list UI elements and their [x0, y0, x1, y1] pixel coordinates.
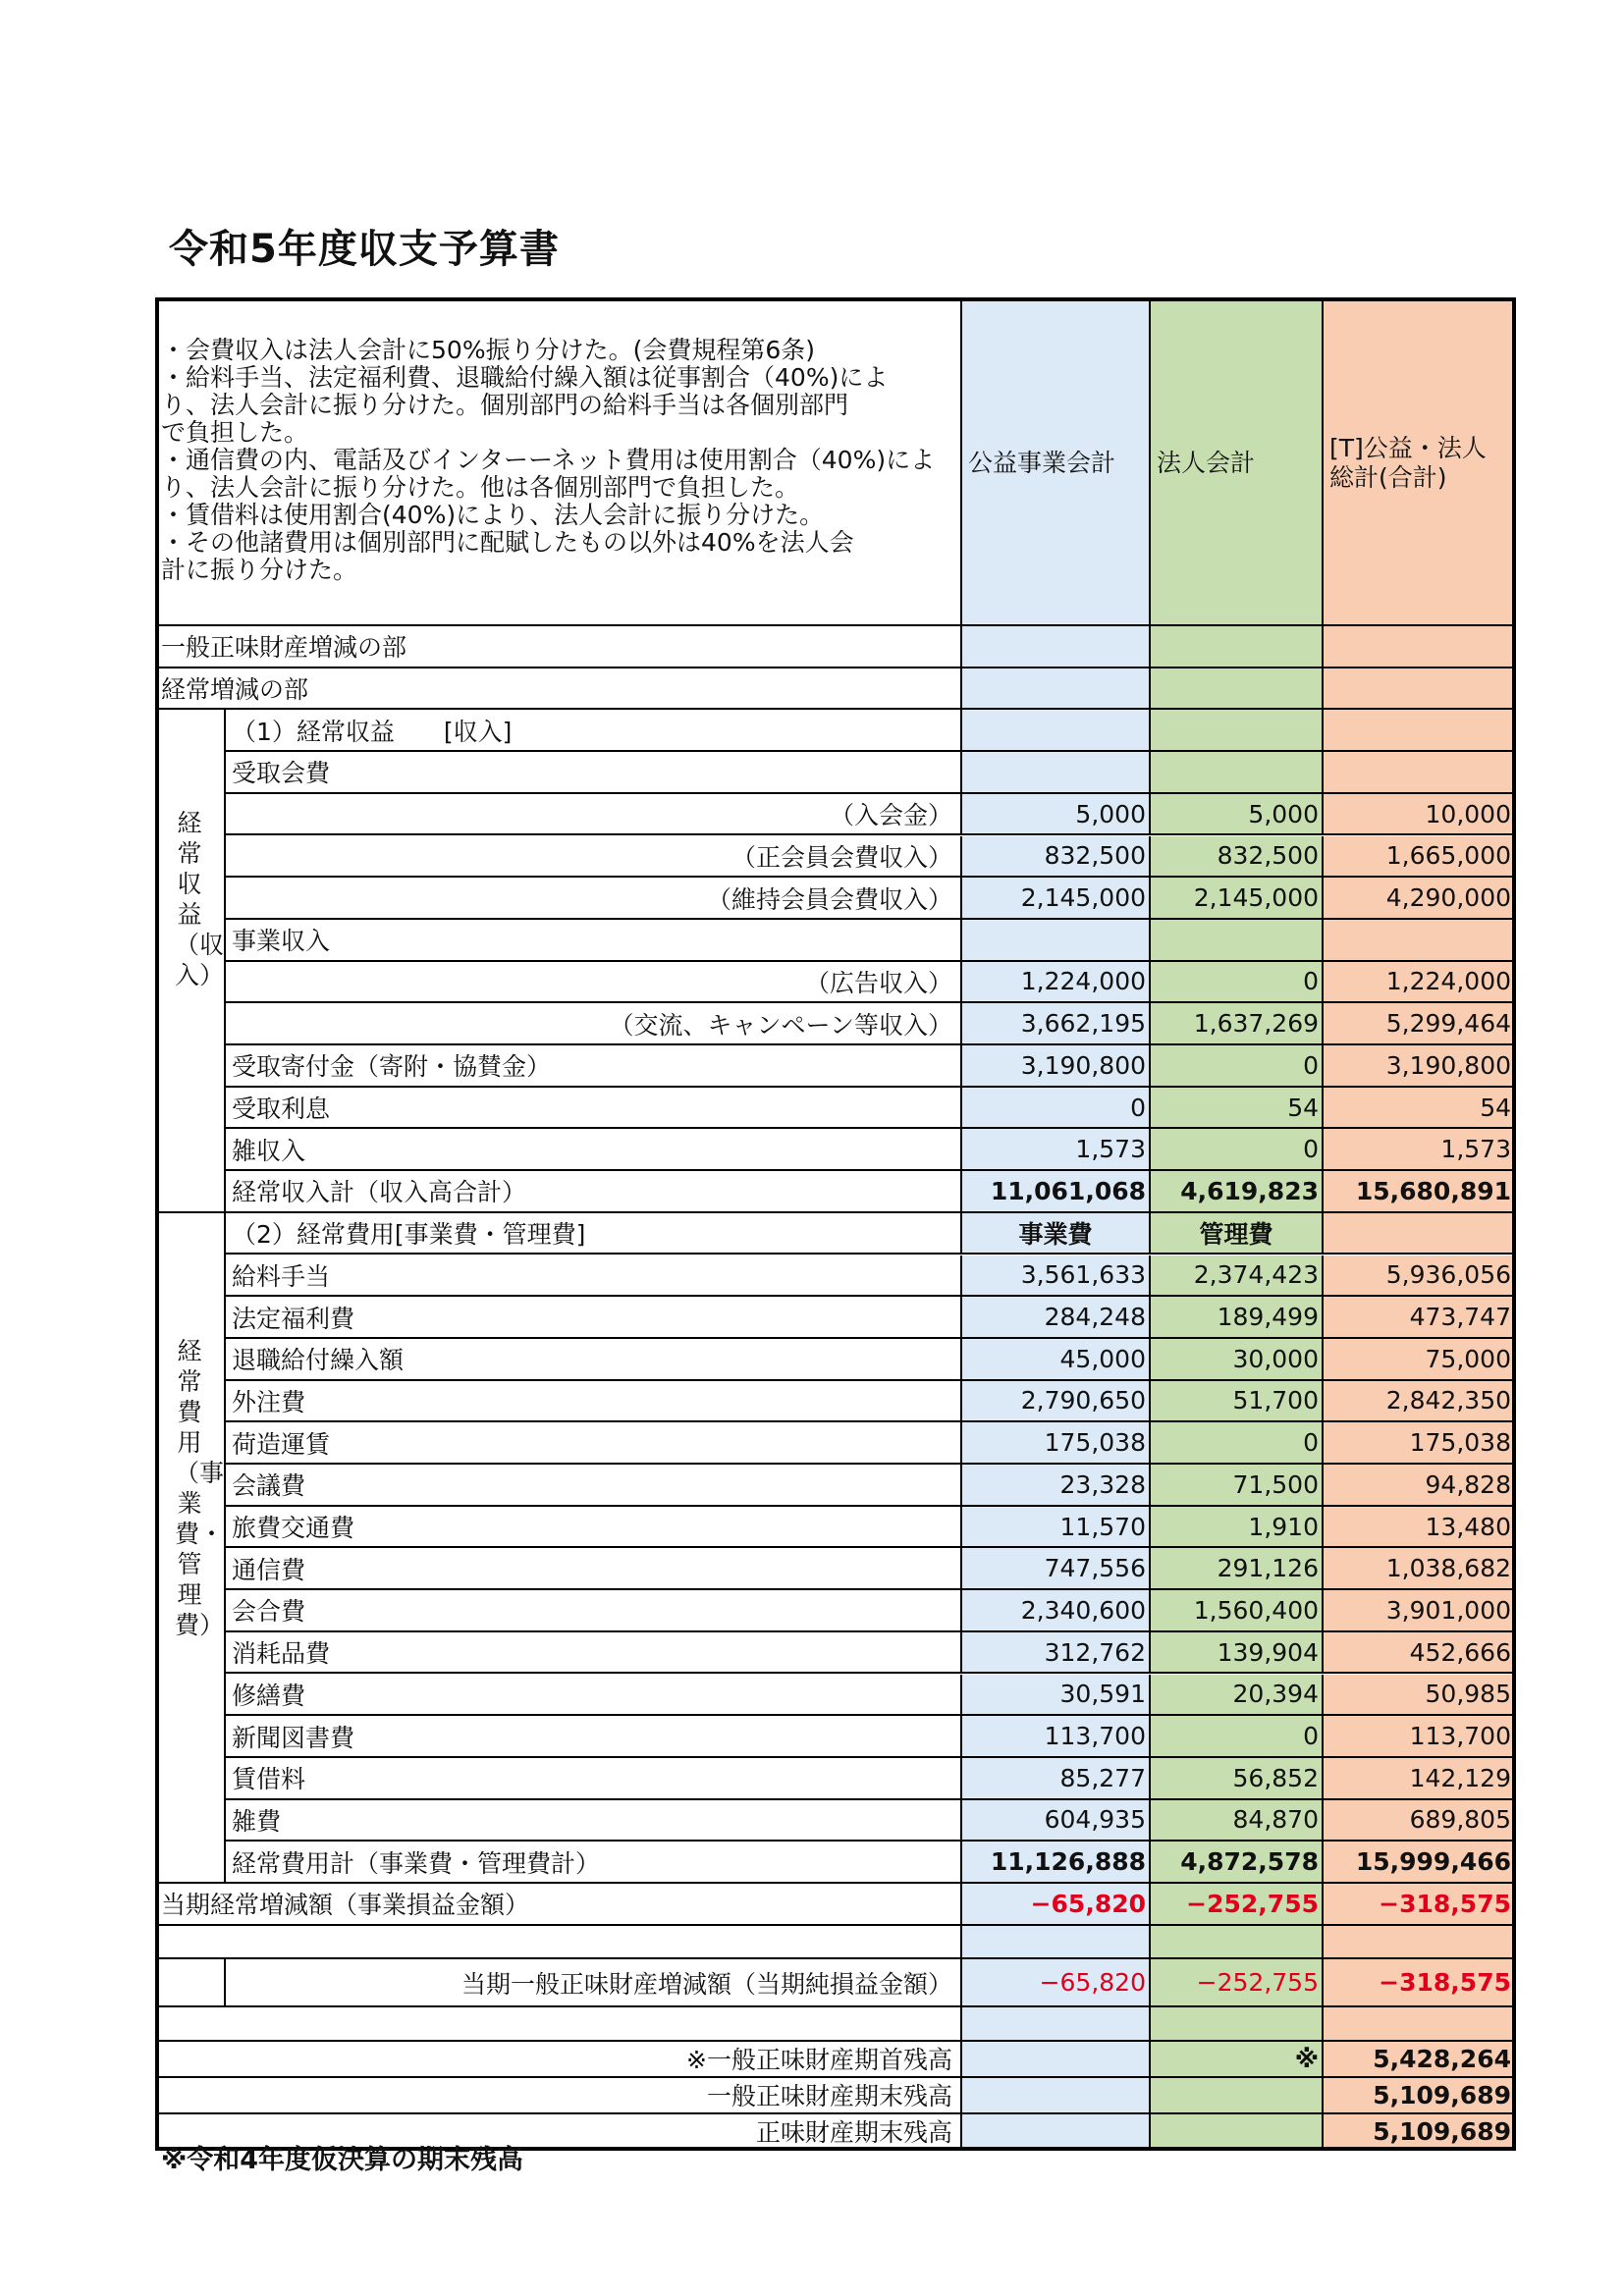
expense-row-label: 消耗品費 — [226, 1632, 962, 1675]
revenue-row-col3: 5,299,464 — [1324, 1003, 1516, 1045]
revenue-row-label: （交流、キャンペーン等収入） — [226, 1003, 962, 1045]
expense-row-col1: 11,570 — [962, 1507, 1151, 1549]
expense-row-label: 退職給付繰入額 — [226, 1339, 962, 1381]
note-line: 計に振り分けた。 — [161, 556, 358, 584]
column-header-1: 公益事業会計 — [962, 297, 1151, 626]
balance-value: 5,428,264 — [1324, 2042, 1516, 2078]
revenue-row-col2: 54 — [1151, 1088, 1324, 1130]
column-header-2: 法人会計 — [1151, 297, 1324, 626]
revenue-row-col1 — [962, 920, 1151, 962]
balance-label: 一般正味財産期末残高 — [155, 2078, 962, 2114]
current-change-label: 当期経常増減額（事業損益金額） — [155, 1884, 962, 1926]
expense-row-col3: 1,038,682 — [1324, 1548, 1516, 1590]
note-line: ・賃借料は使用割合(40%)により、法人会計に振り分けた。 — [161, 501, 825, 529]
revenue-title: （1）経常収益 [収入] — [226, 710, 962, 752]
revenue-row-col1: 1,224,000 — [962, 962, 1151, 1004]
net-change-label: 当期一般正味財産増減額（当期純損益金額） — [226, 1959, 962, 2007]
expense-row-col1: 3,561,633 — [962, 1255, 1151, 1298]
revenue-row-col1: 0 — [962, 1088, 1151, 1130]
balance-value: 5,109,689 — [1324, 2078, 1516, 2114]
note-line: り、法人会計に振り分けた。他は各個別部門で負担した。 — [161, 473, 800, 502]
expense-title: （2）経常費用[事業費・管理費] — [226, 1213, 962, 1255]
revenue-row-label: 受取寄付金（寄附・協賛金） — [226, 1045, 962, 1088]
revenue-row-col2: 2,145,000 — [1151, 878, 1324, 920]
section-keijo-col1 — [962, 668, 1151, 711]
revenue-title-col1 — [962, 710, 1151, 752]
expense-vertical-text: 経常費用（事業費・管理費） — [175, 1336, 225, 1639]
expense-row-col1: 45,000 — [962, 1339, 1151, 1381]
spacer-row-col1 — [962, 2007, 1151, 2042]
revenue-row-col2: 0 — [1151, 1045, 1324, 1088]
expense-row-col1: 604,935 — [962, 1800, 1151, 1842]
expense-row-col3: 473,747 — [1324, 1297, 1516, 1339]
expense-row-col3: 452,666 — [1324, 1632, 1516, 1675]
revenue-row-col3 — [1324, 920, 1516, 962]
expense-row-label: 通信費 — [226, 1548, 962, 1590]
revenue-row-col2: 0 — [1151, 962, 1324, 1004]
column-header-3: [T]公益・法人総計(合計) — [1324, 297, 1516, 626]
revenue-row-label: 雑収入 — [226, 1129, 962, 1171]
section-keijo-col3 — [1324, 668, 1516, 711]
expense-row-col3: 2,842,350 — [1324, 1381, 1516, 1423]
expense-row-col3: 142,129 — [1324, 1758, 1516, 1800]
net-change-col3: −318,575 — [1324, 1959, 1516, 2007]
balance-col1 — [962, 2042, 1151, 2078]
balance-col1 — [962, 2078, 1151, 2114]
spacer-row — [155, 2007, 962, 2042]
expense-row-col2: 30,000 — [1151, 1339, 1324, 1381]
revenue-row-col1: 1,573 — [962, 1129, 1151, 1171]
expense-row-col1: 2,790,650 — [962, 1381, 1151, 1423]
revenue-row-col3: 3,190,800 — [1324, 1045, 1516, 1088]
section-keijo: 経常増減の部 — [155, 668, 962, 711]
section-ippan-col3 — [1324, 626, 1516, 668]
revenue-total-label: 経常収入計（収入高合計） — [226, 1171, 962, 1213]
spacer-row-col3 — [1324, 1926, 1516, 1960]
revenue-row-col1: 3,662,195 — [962, 1003, 1151, 1045]
revenue-title-col2 — [1151, 710, 1324, 752]
note-line: で負担した。 — [161, 418, 309, 447]
revenue-row-col3: 54 — [1324, 1088, 1516, 1130]
revenue-row-col1: 3,190,800 — [962, 1045, 1151, 1088]
revenue-row-col1: 832,500 — [962, 836, 1151, 879]
expense-row-col2: 56,852 — [1151, 1758, 1324, 1800]
expense-row-col1: 175,038 — [962, 1422, 1151, 1465]
expense-row-col2: 84,870 — [1151, 1800, 1324, 1842]
expense-total-col1: 11,126,888 — [962, 1842, 1151, 1884]
balance-value: 5,109,689 — [1324, 2114, 1516, 2151]
net-change-col2: −252,755 — [1151, 1959, 1324, 2007]
revenue-row-col2: 5,000 — [1151, 794, 1324, 836]
expense-row-col1: 747,556 — [962, 1548, 1151, 1590]
revenue-row-col3: 1,665,000 — [1324, 836, 1516, 879]
expense-row-col3: 94,828 — [1324, 1465, 1516, 1507]
expense-row-col2: 291,126 — [1151, 1548, 1324, 1590]
revenue-row-label: （広告収入） — [226, 962, 962, 1004]
expense-row-label: 荷造運賃 — [226, 1422, 962, 1465]
revenue-row-label: （維持会員会費収入） — [226, 878, 962, 920]
revenue-row-col2: 832,500 — [1151, 836, 1324, 879]
expense-row-col1: 23,328 — [962, 1465, 1151, 1507]
revenue-vertical-label — [155, 710, 226, 1212]
revenue-row-label: 受取会費 — [226, 752, 962, 794]
expense-row-col2: 0 — [1151, 1716, 1324, 1758]
expense-row-col1: 312,762 — [962, 1632, 1151, 1675]
balance-col1 — [962, 2114, 1151, 2151]
expense-row-label: 旅費交通費 — [226, 1507, 962, 1549]
expense-row-col3: 13,480 — [1324, 1507, 1516, 1549]
balance-label: ※一般正味財産期首残高 — [155, 2042, 962, 2078]
balance-mark — [1151, 2078, 1324, 2114]
expense-row-col3: 5,936,056 — [1324, 1255, 1516, 1298]
current-change-col2: −252,755 — [1151, 1884, 1324, 1926]
expense-row-label: 修繕費 — [226, 1675, 962, 1717]
revenue-row-label: 受取利息 — [226, 1088, 962, 1130]
net-change-blank — [155, 1959, 226, 2007]
spacer-row — [155, 1926, 962, 1960]
expense-row-label: 外注費 — [226, 1381, 962, 1423]
footnote: ※令和4年度仮決算の期末残高 — [161, 2145, 524, 2175]
budget-table — [155, 297, 1516, 2148]
revenue-row-col3: 1,573 — [1324, 1129, 1516, 1171]
note-line: ・通信費の内、電話及びインターーネット費用は使用割合（40%)によ — [161, 446, 936, 474]
current-change-col3: −318,575 — [1324, 1884, 1516, 1926]
section-ippan-col2 — [1151, 626, 1324, 668]
expense-row-col1: 2,340,600 — [962, 1590, 1151, 1632]
note-line: ・会費収入は法人会計に50%振り分けた。(会費規程第6条) — [161, 336, 815, 364]
expense-row-col3: 75,000 — [1324, 1339, 1516, 1381]
revenue-row-col3: 10,000 — [1324, 794, 1516, 836]
expense-row-col3: 689,805 — [1324, 1800, 1516, 1842]
revenue-row-col3: 1,224,000 — [1324, 962, 1516, 1004]
expense-row-col2: 1,560,400 — [1151, 1590, 1324, 1632]
note-line: ・その他諸費用は個別部門に配賦したもの以外は40%を法人会 — [161, 528, 854, 557]
revenue-row-col2 — [1151, 920, 1324, 962]
expense-row-col3: 175,038 — [1324, 1422, 1516, 1465]
balance-mark — [1151, 2114, 1324, 2151]
spacer-row-col1 — [962, 1926, 1151, 1960]
spacer-row-col2 — [1151, 1926, 1324, 1960]
expense-row-label: 法定福利費 — [226, 1297, 962, 1339]
expense-row-col2: 71,500 — [1151, 1465, 1324, 1507]
expense-total-label: 経常費用計（事業費・管理費計） — [226, 1842, 962, 1884]
expense-head-kanri: 管理費 — [1151, 1213, 1324, 1255]
expense-head-col3 — [1324, 1213, 1516, 1255]
note-line: ・給料手当、法定福利費、退職給付繰入額は従事割合（40%)によ — [161, 363, 889, 392]
expense-row-label: 賃借料 — [226, 1758, 962, 1800]
expense-row-col2: 0 — [1151, 1422, 1324, 1465]
page-title: 令和5年度収支予算書 — [169, 227, 560, 272]
expense-row-label: 会合費 — [226, 1590, 962, 1632]
revenue-row-col2 — [1151, 752, 1324, 794]
revenue-row-col2: 0 — [1151, 1129, 1324, 1171]
revenue-row-col1: 2,145,000 — [962, 878, 1151, 920]
expense-row-col2: 51,700 — [1151, 1381, 1324, 1423]
expense-total-col3: 15,999,466 — [1324, 1842, 1516, 1884]
revenue-row-col1: 5,000 — [962, 794, 1151, 836]
expense-row-col2: 1,910 — [1151, 1507, 1324, 1549]
expense-total-col2: 4,872,578 — [1151, 1842, 1324, 1884]
revenue-row-col3: 4,290,000 — [1324, 878, 1516, 920]
revenue-row-label: （正会員会費収入） — [226, 836, 962, 879]
section-ippan: 一般正味財産増減の部 — [155, 626, 962, 668]
note-line: り、法人会計に振り分けた。個別部門の給料手当は各個別部門 — [161, 391, 849, 419]
revenue-vertical-text: 経常収益（収入） — [175, 809, 225, 990]
allocation-notes — [155, 297, 962, 626]
expense-row-col2: 20,394 — [1151, 1675, 1324, 1717]
section-keijo-col2 — [1151, 668, 1324, 711]
balance-mark: ※ — [1151, 2042, 1324, 2078]
revenue-row-col2: 1,637,269 — [1151, 1003, 1324, 1045]
expense-row-col1: 113,700 — [962, 1716, 1151, 1758]
expense-head-jigyo: 事業費 — [962, 1213, 1151, 1255]
revenue-row-col3 — [1324, 752, 1516, 794]
revenue-row-col1 — [962, 752, 1151, 794]
expense-row-label: 給料手当 — [226, 1255, 962, 1298]
current-change-col1: −65,820 — [962, 1884, 1151, 1926]
revenue-row-label: 事業収入 — [226, 920, 962, 962]
revenue-row-label: （入会金） — [226, 794, 962, 836]
revenue-total-col3: 15,680,891 — [1324, 1171, 1516, 1213]
expense-vertical-label — [155, 1213, 226, 1884]
spacer-row-col2 — [1151, 2007, 1324, 2042]
revenue-title-col3 — [1324, 710, 1516, 752]
expense-row-label: 会議費 — [226, 1465, 962, 1507]
expense-row-col1: 284,248 — [962, 1297, 1151, 1339]
revenue-total-col1: 11,061,068 — [962, 1171, 1151, 1213]
spacer-row-col3 — [1324, 2007, 1516, 2042]
expense-row-col1: 85,277 — [962, 1758, 1151, 1800]
expense-row-col3: 3,901,000 — [1324, 1590, 1516, 1632]
expense-row-label: 新聞図書費 — [226, 1716, 962, 1758]
expense-row-col3: 50,985 — [1324, 1675, 1516, 1717]
revenue-total-col2: 4,619,823 — [1151, 1171, 1324, 1213]
expense-row-col1: 30,591 — [962, 1675, 1151, 1717]
balance-label: 正味財産期末残高 — [155, 2114, 962, 2151]
expense-row-col2: 2,374,423 — [1151, 1255, 1324, 1298]
expense-row-col3: 113,700 — [1324, 1716, 1516, 1758]
expense-row-col2: 139,904 — [1151, 1632, 1324, 1675]
expense-row-label: 雑費 — [226, 1800, 962, 1842]
expense-row-col2: 189,499 — [1151, 1297, 1324, 1339]
net-change-col1: −65,820 — [962, 1959, 1151, 2007]
section-ippan-col1 — [962, 626, 1151, 668]
